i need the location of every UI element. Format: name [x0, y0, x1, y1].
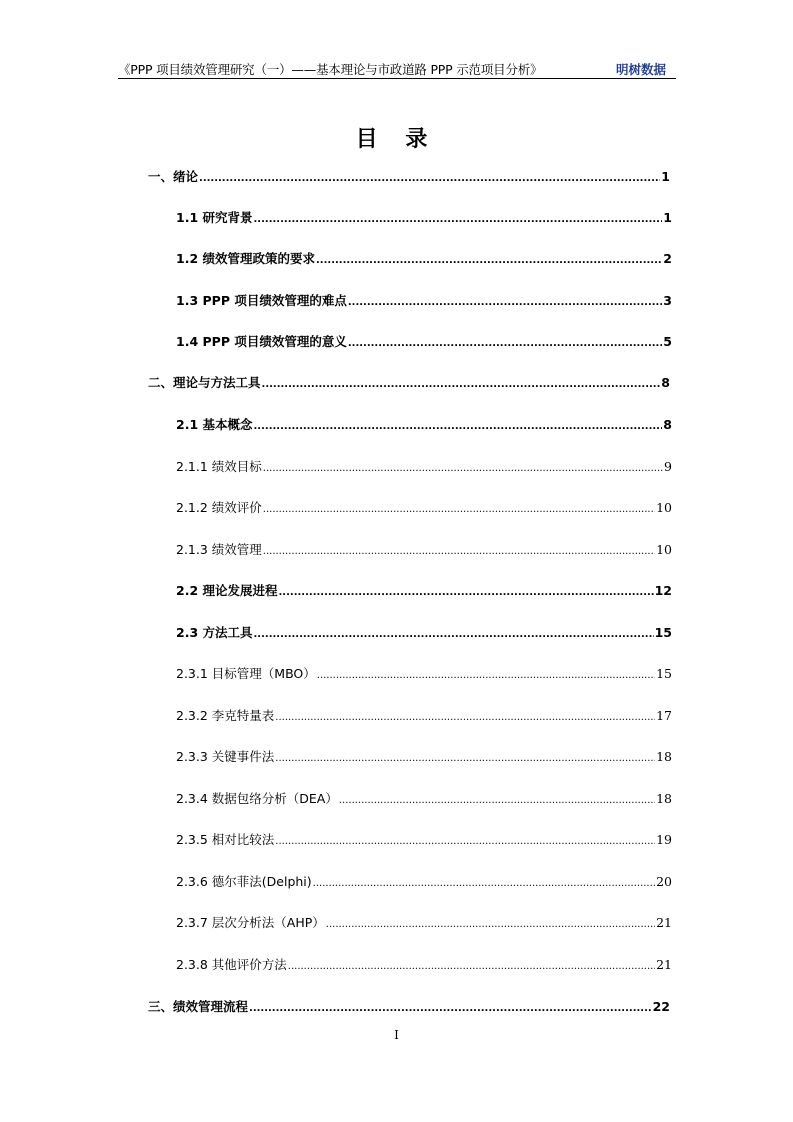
dot-leader [275, 836, 655, 847]
toc-entry-page: 22 [652, 999, 670, 1014]
toc-entry-2-3-2[interactable] [176, 706, 672, 726]
toc-entry-1-1[interactable] [176, 208, 672, 228]
toc-entry-page: 20 [656, 874, 672, 889]
toc-entry-2-2[interactable] [176, 581, 672, 601]
toc-entry-label: 一、绪论 [148, 169, 199, 184]
toc-entry-label: 1.2 绩效管理政策的要求 [176, 251, 315, 266]
toc-entry-label: 2.3.2 李克特量表 [176, 708, 275, 723]
toc-entry-page: 10 [656, 500, 672, 515]
toc-entry-label: 2.3.7 层次分析法（AHP） [176, 915, 325, 930]
toc-entry-label: 1.1 研究背景 [176, 210, 253, 225]
toc-entry-page: 12 [654, 583, 672, 598]
toc-entry-1-2[interactable] [176, 249, 672, 269]
dot-leader [313, 878, 655, 889]
toc-entry-label: 2.2 理论发展进程 [176, 583, 278, 598]
dot-leader [275, 753, 655, 764]
dot-leader [254, 421, 663, 432]
toc-entry-1[interactable] [148, 167, 670, 187]
toc-entry-label: 2.1 基本概念 [176, 417, 253, 432]
toc-entry-page: 15 [656, 666, 672, 681]
dot-leader [254, 214, 663, 225]
dot-leader [288, 961, 655, 972]
document-title: 《PPP 项目绩效管理研究（一）——基本理论与市政道路 PPP 示范项目分析》 [118, 62, 543, 77]
toc-entry-page: 17 [656, 708, 672, 723]
dot-leader [254, 629, 654, 640]
toc-entry-label: 2.3.6 德尔菲法(Delphi) [176, 874, 312, 889]
toc-entry-page: 8 [663, 417, 672, 432]
toc-entry-page: 21 [656, 957, 672, 972]
toc-entry-page: 1 [663, 210, 672, 225]
dot-leader [348, 338, 662, 349]
toc-entry-2-1-2[interactable] [176, 498, 672, 518]
toc-entry-page: 21 [656, 915, 672, 930]
dot-leader [249, 1003, 652, 1014]
dot-leader [317, 670, 655, 681]
toc-entry-page: 5 [663, 334, 672, 349]
toc-entry-1-4[interactable] [176, 332, 672, 352]
toc-entry-2-1[interactable] [176, 415, 672, 435]
toc-entry-page: 19 [656, 832, 672, 847]
toc-entry-page: 15 [654, 625, 672, 640]
toc-entry-label: 2.3 方法工具 [176, 625, 253, 640]
page-header [118, 58, 676, 79]
toc-entry-page: 9 [664, 459, 672, 474]
toc-entry-2-1-3[interactable] [176, 540, 672, 560]
toc-entry-page: 18 [656, 749, 672, 764]
toc-entry-label: 三、绩效管理流程 [148, 999, 249, 1014]
toc-entry-2-3-6[interactable] [176, 872, 672, 892]
toc-entry-label: 二、理论与方法工具 [148, 375, 261, 390]
toc-entry-label: 2.1.2 绩效评价 [176, 500, 262, 515]
toc-entry-page: 3 [663, 293, 672, 308]
toc-entry-label: 2.1.3 绩效管理 [176, 542, 262, 557]
toc-entry-2-3-3[interactable] [176, 747, 672, 767]
toc-entry-label: 2.3.3 关键事件法 [176, 749, 275, 764]
page-number: I [394, 1028, 399, 1042]
dot-leader [262, 379, 661, 390]
toc-title: 目 录 [355, 127, 438, 152]
toc-entry-2-3-1[interactable] [176, 664, 672, 684]
dot-leader [275, 712, 655, 723]
toc-entry-1-3[interactable] [176, 291, 672, 311]
toc-entry-2-3-7[interactable] [176, 913, 672, 933]
toc-entry-3[interactable] [148, 997, 670, 1017]
dot-leader [348, 297, 662, 308]
toc-entry-label: 2.3.4 数据包络分析（DEA） [176, 791, 338, 806]
dot-leader [263, 463, 663, 474]
toc-entry-page: 10 [656, 542, 672, 557]
toc-entry-label: 2.3.5 相对比较法 [176, 832, 275, 847]
dot-leader [316, 255, 662, 266]
dot-leader [263, 546, 655, 557]
toc-entry-label: 2.3.8 其他评价方法 [176, 957, 287, 972]
dot-leader [199, 173, 660, 184]
toc-entry-page: 18 [656, 791, 672, 806]
dot-leader [326, 919, 655, 930]
toc-entry-2-3-4[interactable] [176, 789, 672, 809]
toc-entry-2-3-5[interactable] [176, 830, 672, 850]
toc-entry-page: 8 [661, 375, 670, 390]
toc-entry-label: 2.1.1 绩效目标 [176, 459, 262, 474]
dot-leader [279, 587, 654, 598]
toc-entry-label: 1.3 PPP 项目绩效管理的难点 [176, 293, 347, 308]
toc-entry-2[interactable] [148, 373, 670, 393]
toc-entry-2-3[interactable] [176, 623, 672, 643]
toc-entry-2-1-1[interactable] [176, 457, 672, 477]
dot-leader [339, 795, 655, 806]
brand-name: 明树数据 [615, 62, 666, 77]
toc-entry-page: 2 [663, 251, 672, 266]
dot-leader [263, 504, 655, 515]
toc-entry-2-3-8[interactable] [176, 955, 672, 975]
toc-entry-page: 1 [661, 169, 670, 184]
toc-entry-label: 1.4 PPP 项目绩效管理的意义 [176, 334, 347, 349]
toc-entry-label: 2.3.1 目标管理（MBO） [176, 666, 316, 681]
